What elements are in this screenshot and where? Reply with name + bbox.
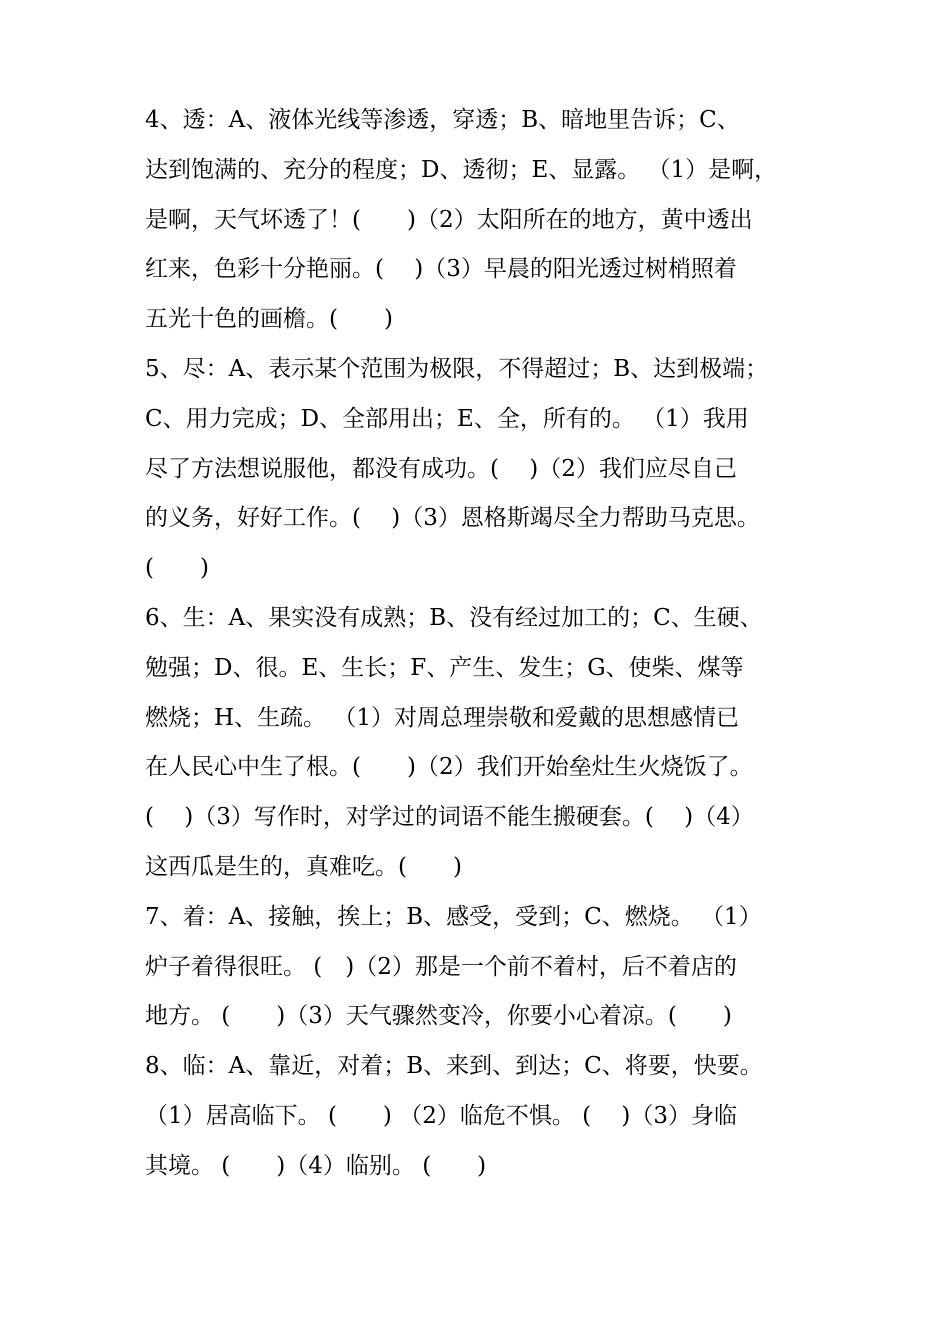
text-line: 五光十色的画檐。( ) xyxy=(145,306,393,333)
text-line: C、用力完成；D、全部用出；E、全，所有的。 （1）我用 xyxy=(145,405,749,432)
text-line: ( ) xyxy=(145,555,209,582)
text-line: 尽了方法想说服他，都没有成功。( )（2）我们应尽自己 xyxy=(145,455,737,482)
exercise-text xyxy=(145,96,815,1192)
text-line: 5、尽：A、表示某个范围为极限，不得超过；B、达到极端； xyxy=(145,355,769,382)
text-line: 8、临：A、靠近，对着；B、来到、到达；C、将要，快要。 xyxy=(145,1053,763,1080)
text-line: 地方。 ( )（3）天气骤然变冷，你要小心着凉。( ) xyxy=(145,1003,732,1030)
text-line: 是啊，天气坏透了！( )（2）太阳所在的地方，黄中透出 xyxy=(145,206,753,233)
text-line: 其境。 ( )（4）临别。 ( ) xyxy=(145,1152,487,1179)
text-line: 勉强；D、很。E、生长；F、产生、发生；G、使柴、煤等 xyxy=(145,654,744,681)
text-line: 这西瓜是生的，真难吃。( ) xyxy=(145,853,462,880)
text-line: 在人民心中生了根。( )（2）我们开始垒灶生火烧饭了。 xyxy=(145,754,753,781)
text-line: 达到饱满的、充分的程度；D、透彻；E、显露。 （1）是啊， xyxy=(145,156,778,183)
text-line: 的义务，好好工作。( )（3）恩格斯竭尽全力帮助马克思。 xyxy=(145,505,760,532)
text-line: 7、着：A、接触，挨上；B、感受，受到；C、燃烧。 （1） xyxy=(145,903,762,930)
text-line: （1）居高临下。 ( ) （2）临危不惧。 ( )（3）身临 xyxy=(145,1102,738,1129)
text-line: 4、透：A、液体光线等渗透，穿透；B、暗地里告诉；C、 xyxy=(145,107,740,133)
text-line: 红来，色彩十分艳丽。( )（3）早晨的阳光透过树梢照着 xyxy=(145,256,737,283)
text-line: ( )（3）写作时，对学过的词语不能生搬硬套。( )（4） xyxy=(145,804,754,831)
text-line: 炉子着得很旺。 ( )（2）那是一个前不着村，后不着店的 xyxy=(145,953,737,980)
text-line: 燃烧；H、生疏。 （1）对周总理崇敬和爱戴的思想感情已 xyxy=(145,704,740,731)
text-line: 6、生：A、果实没有成熟；B、没有经过加工的；C、生硬、 xyxy=(145,604,763,631)
